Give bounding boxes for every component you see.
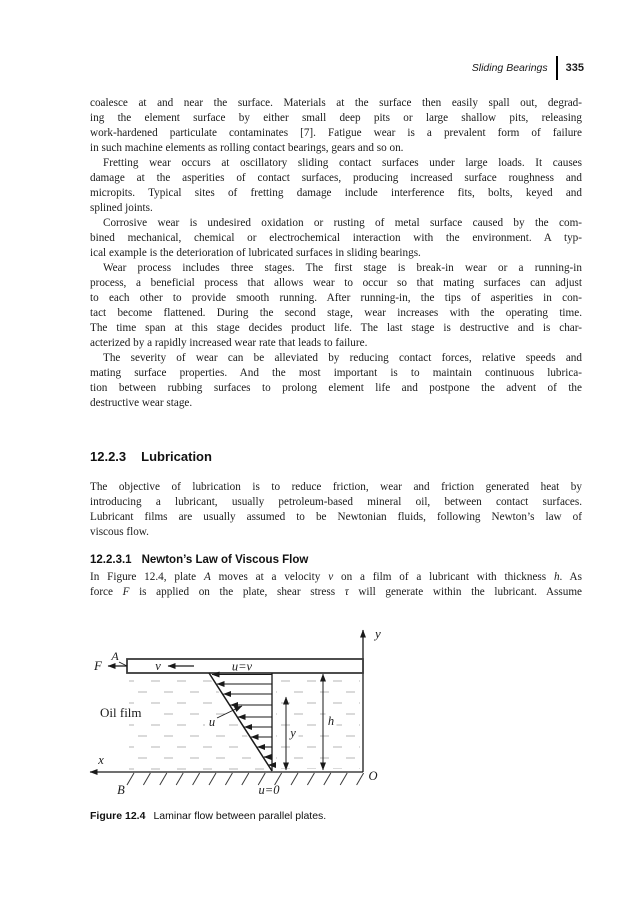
paragraph-fatigue-wear xyxy=(90,96,582,156)
subsection-title: Newton’s Law of Viscous Flow xyxy=(141,554,309,566)
text-line: ing the element surface by either small deep pits or large shallow pits, releasing xyxy=(90,112,582,124)
plate-velocity-label: v xyxy=(155,659,161,673)
x-axis-label: x xyxy=(98,753,104,767)
subsection-number: 12.2.3.1 xyxy=(90,554,132,566)
paragraph-lubrication-objective xyxy=(90,480,582,540)
text-line: tact become flattened. During the second stage, wear increases with the operating time. xyxy=(90,307,582,319)
ground-hatching xyxy=(127,773,364,785)
text-line: to each other to provide smooth running. After running-in, the tips of asperities in con- xyxy=(90,292,582,304)
text-line: viscous flow. xyxy=(90,526,149,538)
text-line: Corrosive wear is undesired oxidation or rusting of metal surface caused by the com- xyxy=(103,217,582,229)
plate-point-label: A xyxy=(111,649,119,663)
section-number: 12.2.3 xyxy=(90,449,127,464)
text-line: The objective of lubrication is to reduce friction, wear and friction generated heat by xyxy=(90,481,582,493)
body-block-wear xyxy=(90,96,582,411)
paragraph-newtons-law xyxy=(90,570,582,600)
text-line: bined mechanical, chemical or electrochemical interaction with the environment. A typ- xyxy=(90,232,582,244)
bottom-point-label: B xyxy=(117,783,125,797)
force-label: F xyxy=(94,658,102,673)
text-line: Fretting wear occurs at oscillatory sliding contact surfaces under large loads. It causes xyxy=(103,157,582,169)
text-line: The severity of wear can be alleviated by reducing contact forces, relative speeds and xyxy=(103,352,582,364)
text-line: force F is applied on the plate, shear stress τ will generate within the lubricant. Assume xyxy=(90,586,582,598)
paragraph-wear-stages xyxy=(90,261,582,351)
header-rule xyxy=(556,56,558,80)
text-line: coalesce at and near the surface. Materials at the surface then easily spall out, degrad- xyxy=(90,97,582,109)
chapter-title: Sliding Bearings xyxy=(471,62,548,74)
page-number: 335 xyxy=(565,62,584,74)
text-line: mating surface properties. And the most important is to maintain continuous lubrica- xyxy=(90,367,582,379)
text-line: ical example is the deterioration of lubricated surfaces in sliding bearings. xyxy=(90,247,421,259)
top-boundary-label: u=v xyxy=(231,659,253,674)
text-line: process, a beneficial process that allows wear to occur so that mating surfaces can adjust xyxy=(90,277,582,289)
section-heading xyxy=(90,449,212,464)
origin-label: O xyxy=(368,769,378,783)
text-line: in such machine elements as rolling contact bearings, gears and so on. xyxy=(90,142,404,154)
paragraph-wear-severity xyxy=(90,351,582,411)
text-line: tion between rubbing surfaces to prolong element life and postpone the advent of the xyxy=(90,382,582,394)
bottom-boundary-label: u=0 xyxy=(258,783,280,797)
section-title: Lubrication xyxy=(141,449,212,464)
text-line: introducing a lubricant, usually petroleum-based mineral oil, between contact surfaces. xyxy=(90,496,582,508)
text-line: splined joints. xyxy=(90,202,153,214)
text-line: damage at the asperities of contact surfaces, producing increased surface roughness and xyxy=(90,172,582,184)
caption-label: Figure 12.4 xyxy=(90,810,146,822)
text-line: micropits. Typical sites of fretting damage include interference fits, bolts, keyed and xyxy=(90,187,582,199)
running-head xyxy=(90,56,584,80)
caption-text: Laminar flow between parallel plates. xyxy=(153,810,327,822)
text-line: work-hardened particulate contaminates [7]. Fatigue wear is a prevalent form of failure xyxy=(90,127,582,139)
text-line: The time span at this stage decides product life. The last stage is destructive and is char- xyxy=(90,322,582,334)
text-line: acterized by a rapidly increased wear rate that leads to failure. xyxy=(90,337,368,349)
figure-12-4 xyxy=(84,622,390,804)
velocity-u-label: u xyxy=(208,715,216,729)
oil-film-label: Oil film xyxy=(100,705,142,720)
paragraph-corrosive-wear xyxy=(90,216,582,261)
y-axis-label: y xyxy=(375,626,381,641)
subsection-heading xyxy=(90,554,308,566)
text-line: destructive wear stage. xyxy=(90,397,193,409)
paragraph-fretting-wear xyxy=(90,156,582,216)
text-line: Wear process includes three stages. The first stage is break-in wear or a running-in xyxy=(103,262,582,274)
figure-caption xyxy=(90,810,582,822)
text-line: Lubricant films are usually assumed to be Newtonian fluids, following Newton’s law of xyxy=(90,511,582,523)
dim-y-label: y xyxy=(290,726,296,740)
text-line: In Figure 12.4, plate A moves at a velocity v on a film of a lubricant with thickness h. As xyxy=(90,571,582,583)
dim-h-label: h xyxy=(327,714,335,728)
